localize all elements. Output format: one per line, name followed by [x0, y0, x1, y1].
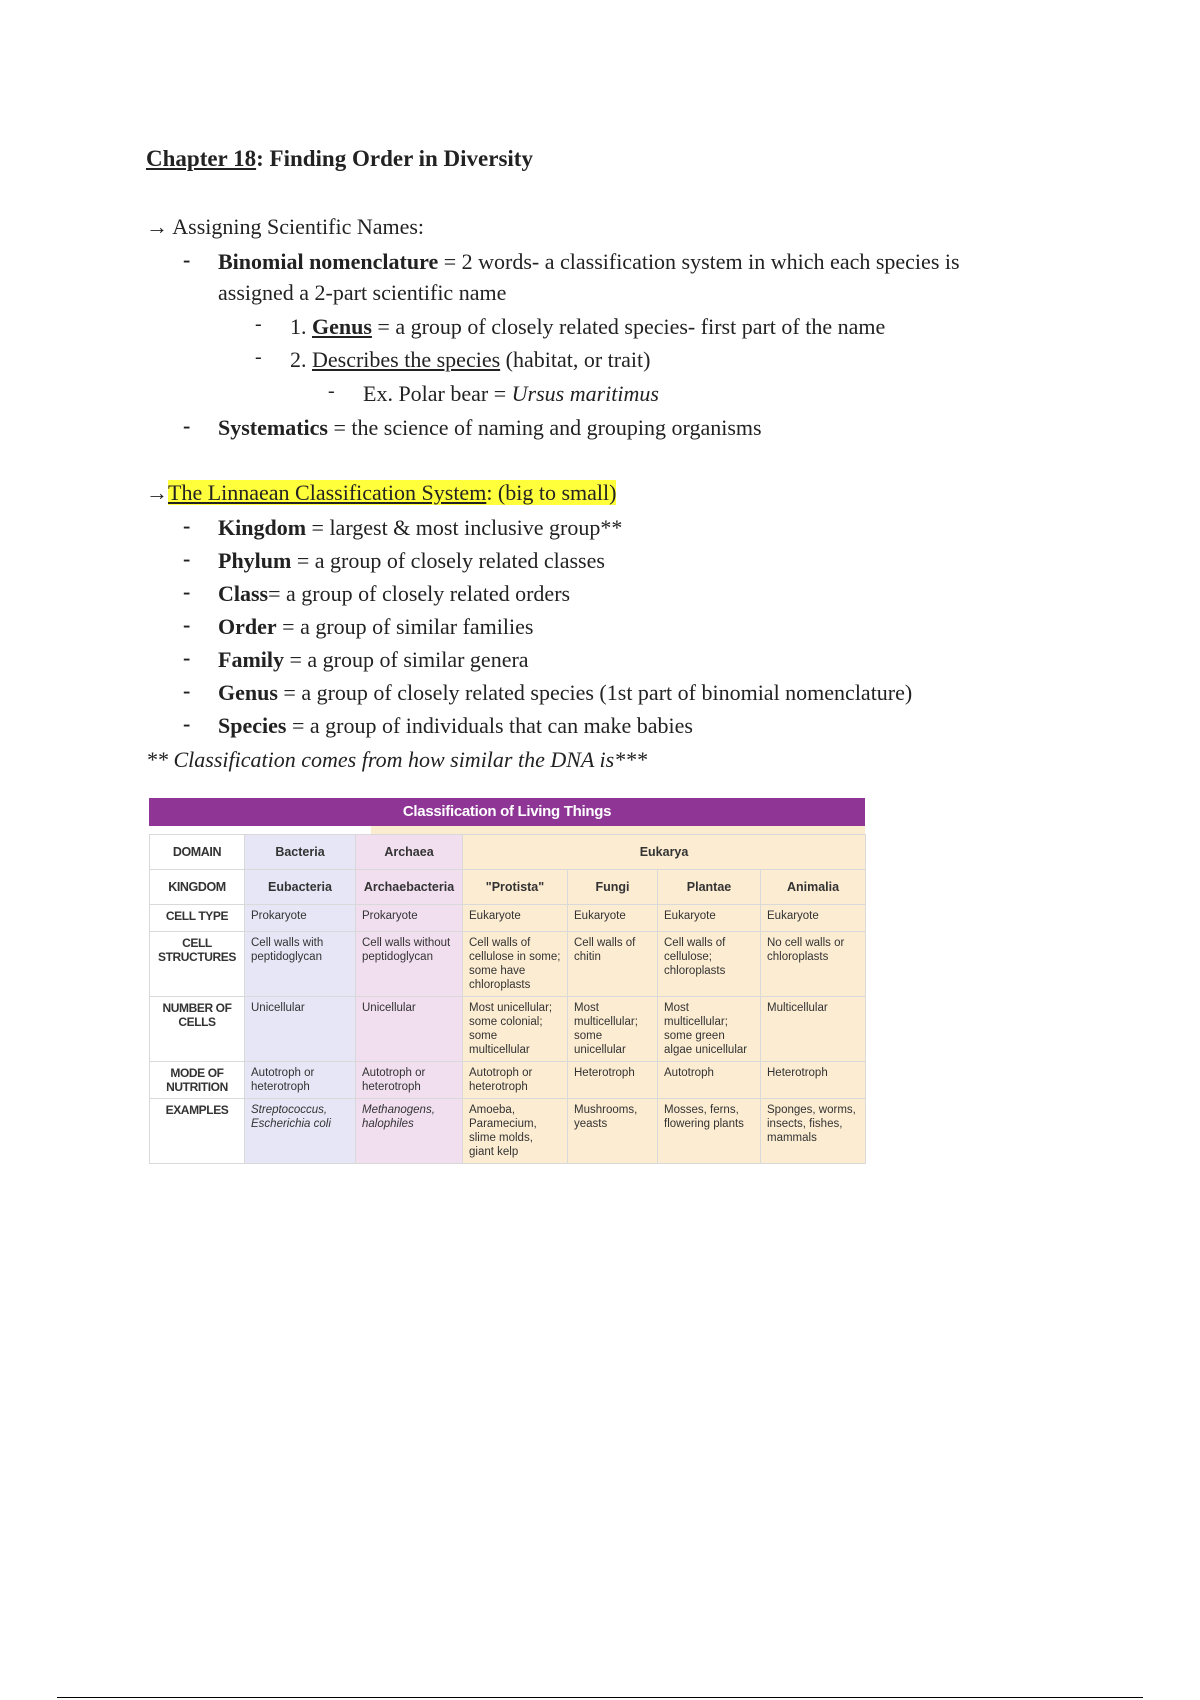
table-cell: "Protista" — [463, 870, 568, 905]
page-title: Chapter 18: Finding Order in Diversity — [146, 146, 533, 171]
table-cell: Most multicellular; some green algae unicellular — [658, 997, 761, 1062]
divider — [57, 1697, 1143, 1698]
table-row — [150, 905, 866, 932]
rank-item: Species = a group of individuals that can make babies — [218, 713, 693, 738]
rank-item: Phylum = a group of closely related classes — [218, 548, 605, 573]
row-header: KINGDOM — [150, 870, 245, 905]
bullet: - — [183, 711, 191, 736]
rank-item: Family = a group of similar genera — [218, 647, 529, 672]
bullet: - — [183, 645, 191, 670]
row-header: MODE OF NUTRITION — [150, 1062, 245, 1099]
bullet: - — [183, 546, 191, 571]
row-header: NUMBER OF CELLS — [150, 997, 245, 1062]
table-cell: Heterotroph — [568, 1062, 658, 1099]
table-cell: Eukarya — [463, 835, 866, 870]
table-row — [150, 1099, 866, 1164]
table-cell: No cell walls or chloroplasts — [761, 932, 866, 997]
rank-item: Order = a group of similar families — [218, 614, 534, 639]
systematics-line: Systematics = the science of naming and grouping organisms — [218, 415, 762, 440]
table-cell: Heterotroph — [761, 1062, 866, 1099]
table-cell: Archaea — [356, 835, 463, 870]
dna-note: ** Classification comes from how similar the DNA is*** — [146, 747, 648, 772]
table-cell: Prokaryote — [245, 905, 356, 932]
table-cell: Most multicellular; some unicellular — [568, 997, 658, 1062]
table-row — [150, 997, 866, 1062]
rank-item: Genus = a group of closely related species (1st part of binomial nomenclature) — [218, 680, 913, 705]
describes-line: 2. Describes the species (habitat, or trait) — [290, 347, 651, 372]
table-row — [150, 932, 866, 997]
table-cell: Animalia — [761, 870, 866, 905]
table-cell: Cell walls with peptidoglycan — [245, 932, 356, 997]
row-header: DOMAIN — [150, 835, 245, 870]
table-cell: Cell walls of cellulose in some; some have chloroplasts — [463, 932, 568, 997]
table-cell: Bacteria — [245, 835, 356, 870]
table-title: Classification of Living Things — [149, 798, 865, 826]
table-cell: Eukaryote — [761, 905, 866, 932]
table-cell: Eukaryote — [568, 905, 658, 932]
rank-item: Class= a group of closely related orders — [218, 581, 571, 606]
table-cell: Mushrooms, yeasts — [568, 1099, 658, 1164]
bullet: - — [183, 247, 191, 272]
table-cell: Autotroph — [658, 1062, 761, 1099]
table-cell: Autotroph or heterotroph — [356, 1062, 463, 1099]
row-header: CELL TYPE — [150, 905, 245, 932]
table-cell: Methanogens, halophiles — [356, 1099, 463, 1164]
table-row — [150, 835, 866, 870]
table-cell: Unicellular — [356, 997, 463, 1062]
table-cell: Cell walls without peptidoglycan — [356, 932, 463, 997]
table-cell: Autotroph or heterotroph — [245, 1062, 356, 1099]
table-cell: Mosses, ferns, flowering plants — [658, 1099, 761, 1164]
table-cell: Sponges, worms, insects, fishes, mammals — [761, 1099, 866, 1164]
table-cell: Unicellular — [245, 997, 356, 1062]
rank-item: Kingdom = largest & most inclusive group** — [218, 515, 623, 540]
row-header: EXAMPLES — [150, 1099, 245, 1164]
table-row — [150, 870, 866, 905]
table-cell: Multicellular — [761, 997, 866, 1062]
bullet: - — [183, 579, 191, 604]
binomial-line-2: assigned a 2-part scientific name — [218, 280, 507, 305]
bullet: - — [255, 346, 262, 368]
table-cell: Eubacteria — [245, 870, 356, 905]
table-cell: Eukaryote — [658, 905, 761, 932]
bullet: - — [183, 678, 191, 703]
binomial-line-1: Binomial nomenclature = 2 words- a classification system in which each species is — [218, 249, 960, 274]
classification-table — [149, 798, 865, 1164]
example-line: Ex. Polar bear = Ursus maritimus — [363, 381, 659, 406]
genus-line: 1. Genus = a group of closely related species- first part of the name — [290, 314, 886, 339]
section-heading-linnaean: →The Linnaean Classification System: (big to small) — [146, 480, 617, 505]
table-cell: Streptococcus, Escherichia coli — [245, 1099, 356, 1164]
bullet: - — [183, 513, 191, 538]
table-row — [150, 1062, 866, 1099]
table-cell: Cell walls of chitin — [568, 932, 658, 997]
table-cell: Plantae — [658, 870, 761, 905]
table-cell: Autotroph or heterotroph — [463, 1062, 568, 1099]
bullet: - — [328, 380, 335, 402]
table-cell: Eukaryote — [463, 905, 568, 932]
table-cell: Prokaryote — [356, 905, 463, 932]
table-cell: Most unicellular; some colonial; some multicellular — [463, 997, 568, 1062]
bullet: - — [255, 313, 262, 335]
section-heading-scientific-names: → Assigning Scientific Names: — [146, 214, 425, 239]
bullet: - — [183, 612, 191, 637]
table-cell: Fungi — [568, 870, 658, 905]
bullet: - — [183, 413, 191, 438]
table-cell: Amoeba, Paramecium, slime molds, giant kelp — [463, 1099, 568, 1164]
table-cell: Archaebacteria — [356, 870, 463, 905]
table-cell: Cell walls of cellulose; chloroplasts — [658, 932, 761, 997]
row-header: CELL STRUCTURES — [150, 932, 245, 997]
